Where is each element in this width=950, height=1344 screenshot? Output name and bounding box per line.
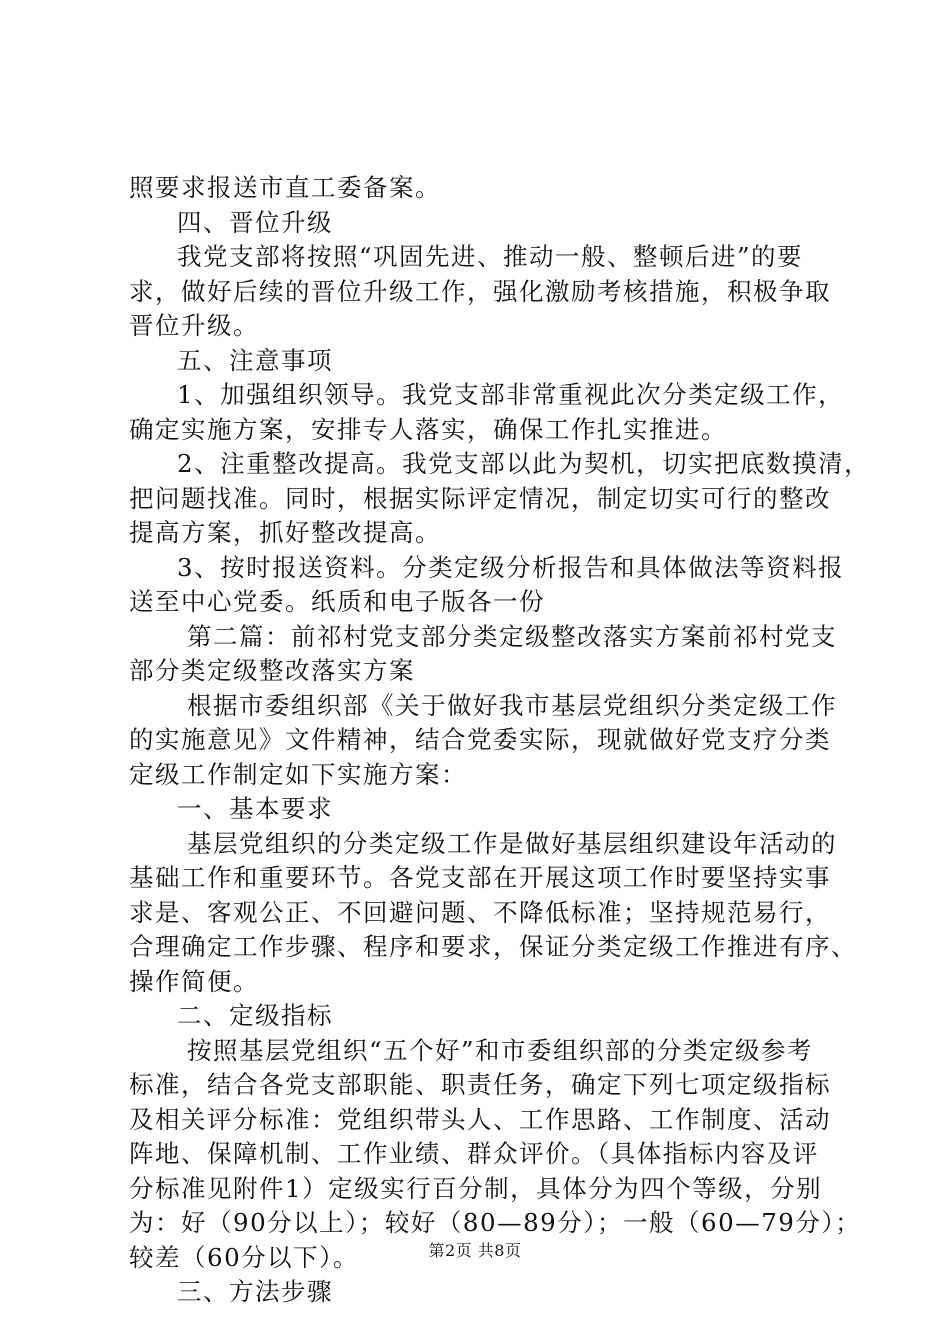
paragraph-line: 送至中心党委。纸质和电子版各一份 [129, 587, 545, 616]
paragraph-line: 阵地、保障机制、工作业绩、群众评价。（具体指标内容及评 [129, 1139, 819, 1168]
paragraph-line: 照要求报送市直工委备案。 [129, 173, 441, 202]
section-heading: 一、基本要求 [177, 794, 333, 823]
section-heading: 五、注意事项 [177, 345, 333, 375]
paragraph-line: 定级工作制定如下实施方案： [129, 759, 467, 789]
paragraph-line: 晋位升级。 [129, 311, 259, 340]
paragraph-line: 为：好（90分以上）；较好（80—89分）；一般（60—79分）； [129, 1208, 862, 1237]
paragraph-line: 提高方案，抓好整改提高。 [129, 518, 441, 547]
paragraph-line: 标准，结合各党支部职能、职责任务，确定下列七项定级指标 [129, 1070, 831, 1099]
section-heading: 四、晋位升级 [177, 207, 333, 237]
chapter-title: 第二篇：前祁村党支部分类定级整改落实方案前祁村党支 [187, 621, 837, 651]
chapter-title: 部分类定级整改落实方案 [129, 656, 415, 685]
paragraph-line: 分标准见附件1）定级实行百分制，具体分为四个等级，分别 [129, 1173, 823, 1203]
paragraph-line: 求是、客观公正、不回避问题、不降低标准；坚持规范易行， [129, 897, 831, 927]
paragraph-line: 2、注重整改提高。我党支部以此为契机，切实把底数摸清， [177, 449, 871, 478]
paragraph-line: 1、加强组织领导。我党支部非常重视此次分类定级工作， [177, 380, 845, 409]
paragraph-line: 按照基层党组织“五个好”和市委组织部的分类定级参考 [187, 1035, 814, 1065]
paragraph-line: 合理确定工作步骤、程序和要求，保证分类定级工作推进有序、 [129, 932, 857, 961]
paragraph-line: 及相关评分标准：党组织带头人、工作思路、工作制度、活动 [129, 1104, 831, 1134]
document-body [129, 171, 871, 1310]
paragraph-line: 基础工作和重要环节。各党支部在开展这项工作时要坚持实事 [129, 863, 831, 892]
paragraph-line: 求，做好后续的晋位升级工作，强化激励考核措施，积极争取 [129, 276, 831, 306]
paragraph-line: 的实施意见》文件精神，结合党委实际，现就做好党支疗分类 [129, 725, 831, 754]
paragraph-line: 我党支部将按照“巩固先进、推动一般、整顿后进”的要 [177, 242, 804, 271]
paragraph-line: 较差（60分以下）。 [129, 1242, 359, 1272]
section-heading: 二、定级指标 [177, 1001, 333, 1030]
paragraph-line: 把问题找准。同时，根据实际评定情况，制定切实可行的整改 [129, 483, 831, 513]
paragraph-line: 基层党组织的分类定级工作是做好基层组织建设年活动的 [187, 828, 837, 858]
section-heading: 三、方法步骤 [177, 1277, 333, 1306]
paragraph-line: 确定实施方案，安排专人落实，确保工作扎实推进。 [129, 414, 727, 444]
paragraph-line: 根据市委组织部《关于做好我市基层党组织分类定级工作 [187, 690, 837, 720]
page-number-footer: 第2页 共8页 [428, 1241, 522, 1260]
paragraph-line: 3、按时报送资料。分类定级分析报告和具体做法等资料报 [177, 552, 845, 582]
paragraph-line: 操作简便。 [129, 966, 259, 996]
